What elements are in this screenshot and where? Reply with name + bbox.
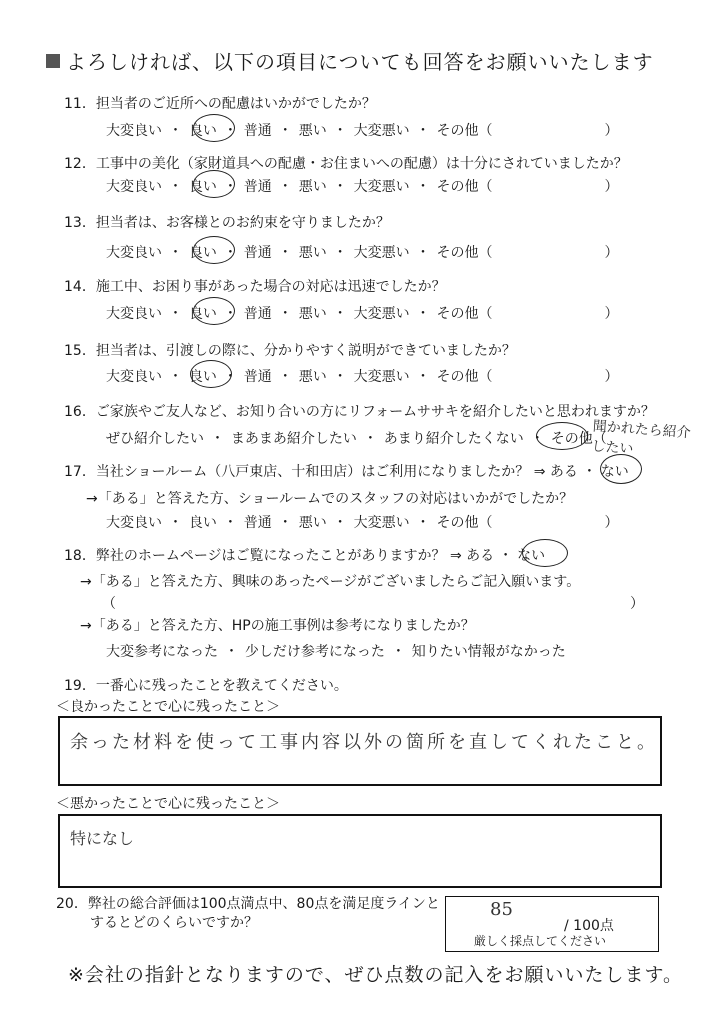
question-18-paren-open: （ (102, 596, 116, 612)
square-bullet-icon (46, 54, 60, 68)
score-max: / 100点 (564, 918, 614, 934)
score-box (445, 896, 659, 952)
handwritten-other: 聞かれたら紹介したい (590, 418, 692, 458)
question-19: 19．一番心に残ったことを教えてください。 (64, 678, 348, 694)
answer-circle (536, 422, 588, 450)
bad-answer: 特になし (70, 829, 135, 848)
good-answer-box (58, 716, 662, 786)
question-18-options: 大変参考になった ・ 少しだけ参考になった ・ 知りたい情報がなかった (106, 644, 566, 660)
question-16: 16．ご家族やご友人など、お知り合いの方にリフォームササキを紹介したいと思われますか？ (64, 404, 655, 420)
question-16-options: ぜひ紹介したい ・ まあまあ紹介したい ・ あまり紹介したくない ・ その他（ (106, 431, 607, 447)
question-20-line2: するとどのくらいですか？ (90, 915, 258, 931)
bad-label: ＜悪かったことで心に残ったこと＞ (56, 796, 280, 812)
question-18: 18．弊社のホームページはご覧になったことがありますか？ ⇒ ある ・ ない (64, 548, 546, 564)
question-14-options: 大変良い ・ 良い ・ 普通 ・ 悪い ・ 大変悪い ・ その他（ ） (106, 306, 619, 322)
answer-circle (522, 539, 568, 567)
answer-circle (193, 114, 235, 142)
question-13: 13．担当者は、お客様とのお約束を守りましたか？ (64, 215, 390, 231)
question-11: 11．担当者のご近所への配慮はいかがでしたか？ (64, 96, 376, 112)
question-13-options: 大変良い ・ 良い ・ 普通 ・ 悪い ・ 大変悪い ・ その他（ ） (106, 245, 619, 261)
score-note: 厳しく採点してください (474, 934, 607, 948)
question-12-options: 大変良い ・ 良い ・ 普通 ・ 悪い ・ 大変悪い ・ その他（ ） (106, 179, 619, 195)
page-header (46, 46, 654, 75)
question-18-sub1: →「ある」と答えた方、興味のあったページがございましたらご記入願います。 (80, 574, 581, 590)
question-18-sub2: →「ある」と答えた方、HPの施工事例は参考になりましたか？ (80, 618, 475, 634)
question-17-sub: →「ある」と答えた方、ショールームでのスタッフの対応はいかがでしたか？ (86, 491, 574, 507)
question-18-paren-close: ） (630, 596, 644, 612)
question-17: 17．当社ショールーム（八戸東店、十和田店）はご利用になりましたか？ ⇒ ある ・ ない (64, 464, 629, 480)
answer-circle (193, 170, 235, 198)
good-label: ＜良かったことで心に残ったこと＞ (56, 699, 280, 715)
good-answer: 余った材料を使って工事内容以外の箇所を直してくれたこと。 (70, 732, 658, 753)
question-11-options: 大変良い ・ 良い ・ 普通 ・ 悪い ・ 大変悪い ・ その他（ ） (106, 123, 619, 139)
header-title: よろしければ、以下の項目についても回答をお願いいたします (66, 50, 654, 74)
question-15: 15．担当者は、引渡しの際に、分かりやすく説明ができていましたか？ (64, 343, 516, 359)
answer-circle (193, 236, 235, 264)
question-12: 12．工事中の美化（家財道具への配慮・お住まいへの配慮）は十分にされていましたか？ (64, 156, 628, 172)
question-20-line1: 20．弊社の総合評価は100点満点中、80点を満足度ラインと (56, 896, 440, 912)
answer-circle (193, 297, 235, 325)
question-15-options: 大変良い ・ 良い ・ 普通 ・ 悪い ・ 大変悪い ・ その他（ ） (106, 369, 619, 385)
answer-circle (190, 360, 232, 388)
question-17-options: 大変良い ・ 良い ・ 普通 ・ 悪い ・ 大変悪い ・ その他（ ） (106, 515, 619, 531)
answer-circle (600, 454, 642, 484)
score-value: 85 (490, 899, 513, 920)
question-14: 14．施工中、お困り事があった場合の対応は迅速でしたか？ (64, 279, 446, 295)
footer-note: ※会社の指針となりますので、ぜひ点数の記入をお願いいたします。 (68, 964, 684, 986)
bad-answer-box (58, 814, 662, 888)
